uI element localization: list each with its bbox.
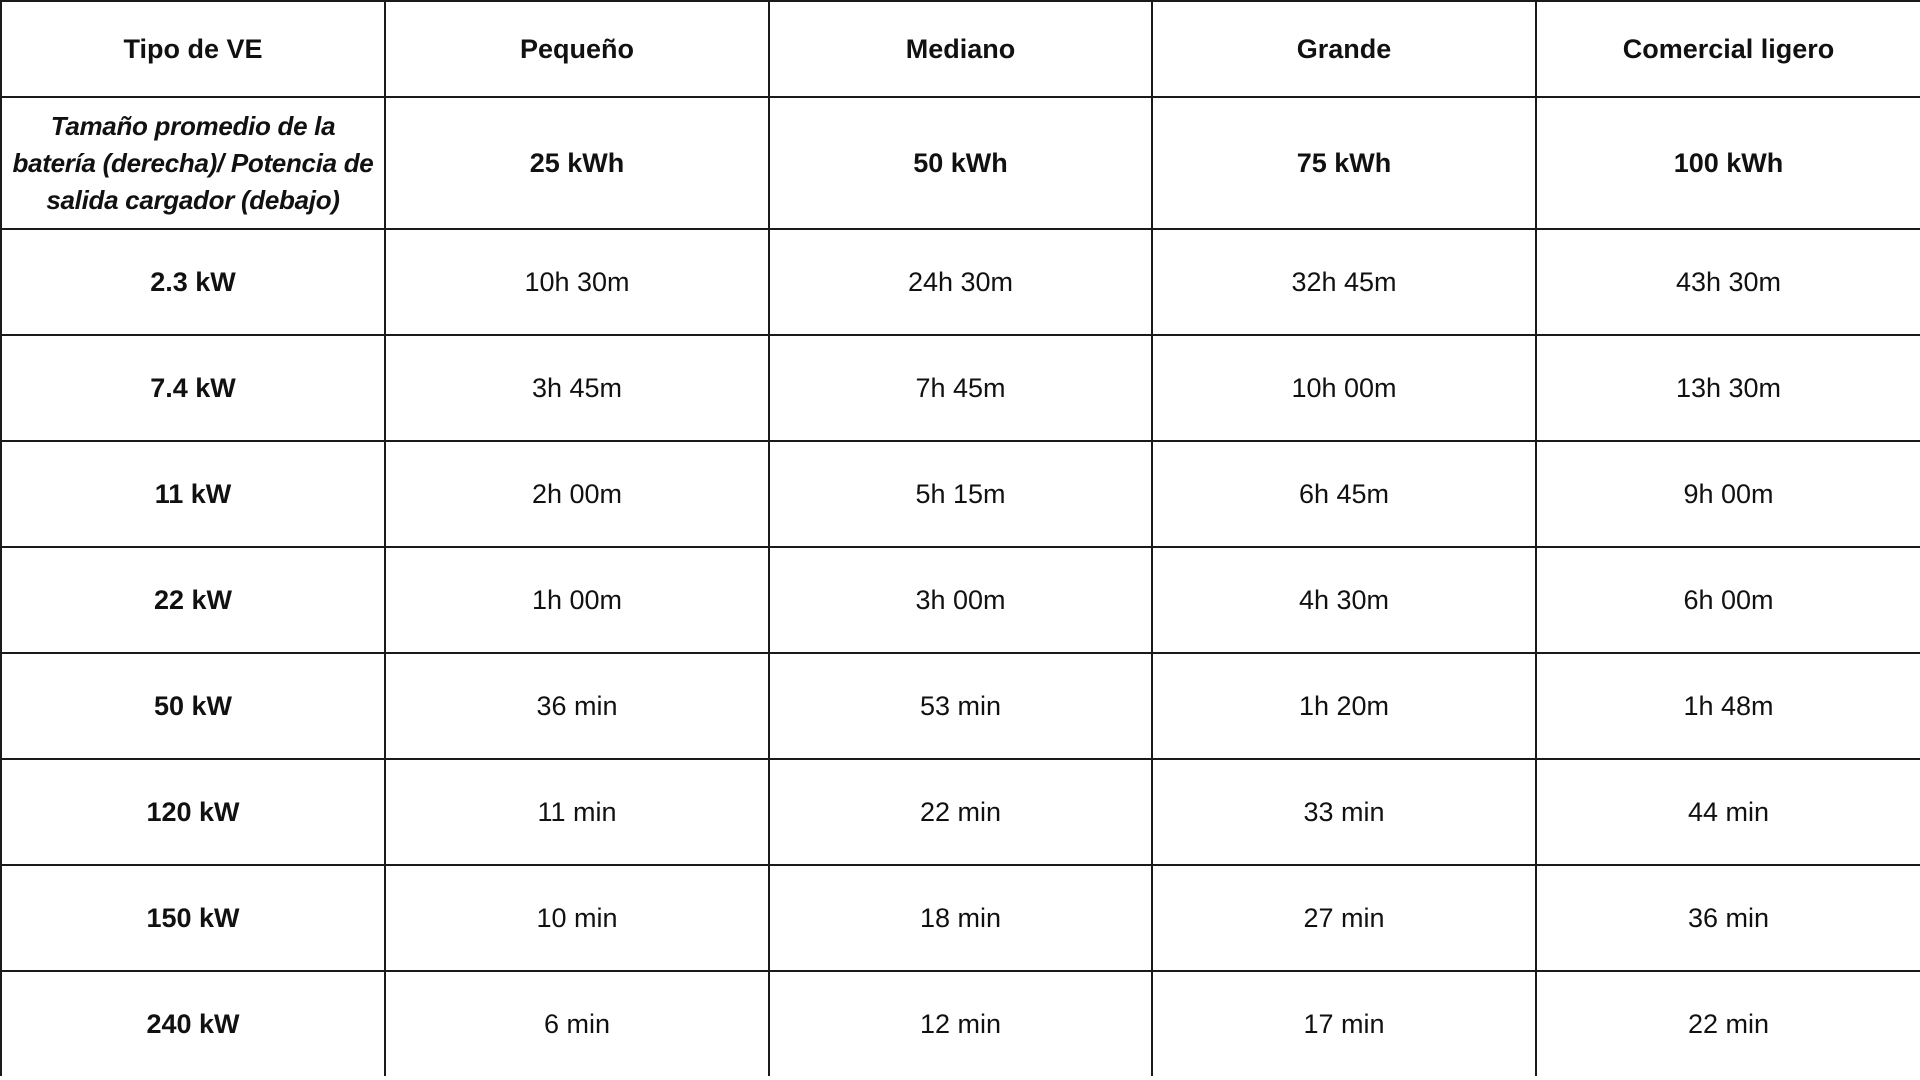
battery-size-row [1, 97, 1920, 229]
charge-time-cell: 10h 30m [385, 229, 769, 335]
charge-time-cell: 1h 00m [385, 547, 769, 653]
charge-time-cell: 6 min [385, 971, 769, 1076]
charge-time-cell: 44 min [1536, 759, 1920, 865]
charge-time-cell: 12 min [769, 971, 1152, 1076]
charge-time-cell: 10 min [385, 865, 769, 971]
charge-time-cell: 11 min [385, 759, 769, 865]
battery-size-cell: 25 kWh [385, 97, 769, 229]
charge-time-cell: 13h 30m [1536, 335, 1920, 441]
table-row [1, 865, 1920, 971]
charger-power-cell: 240 kW [1, 971, 385, 1076]
charger-power-cell: 22 kW [1, 547, 385, 653]
charge-time-cell: 36 min [385, 653, 769, 759]
header-cell-small: Pequeño [385, 1, 769, 97]
charger-power-cell: 120 kW [1, 759, 385, 865]
table-row [1, 547, 1920, 653]
table-row [1, 971, 1920, 1076]
table-row [1, 653, 1920, 759]
charger-power-cell: 7.4 kW [1, 335, 385, 441]
charge-time-cell: 10h 00m [1152, 335, 1536, 441]
charger-power-cell: 11 kW [1, 441, 385, 547]
charge-time-cell: 53 min [769, 653, 1152, 759]
header-cell-large: Grande [1152, 1, 1536, 97]
header-cell-light-commercial: Comercial ligero [1536, 1, 1920, 97]
battery-size-cell: 50 kWh [769, 97, 1152, 229]
battery-size-cell: 100 kWh [1536, 97, 1920, 229]
charger-power-cell: 150 kW [1, 865, 385, 971]
table-row [1, 759, 1920, 865]
charge-time-cell: 43h 30m [1536, 229, 1920, 335]
charge-time-cell: 18 min [769, 865, 1152, 971]
charge-time-cell: 36 min [1536, 865, 1920, 971]
table-row [1, 335, 1920, 441]
charge-time-cell: 22 min [769, 759, 1152, 865]
battery-size-label: Tamaño promedio de la batería (derecha)/ Potencia de salida cargador (debajo) [1, 97, 385, 229]
table-row [1, 441, 1920, 547]
charge-time-cell: 6h 45m [1152, 441, 1536, 547]
header-cell-ev-type: Tipo de VE [1, 1, 385, 97]
charge-time-cell: 2h 00m [385, 441, 769, 547]
charge-time-cell: 6h 00m [1536, 547, 1920, 653]
header-cell-medium: Mediano [769, 1, 1152, 97]
charge-time-cell: 17 min [1152, 971, 1536, 1076]
charge-time-cell: 27 min [1152, 865, 1536, 971]
charge-time-cell: 4h 30m [1152, 547, 1536, 653]
charger-power-cell: 2.3 kW [1, 229, 385, 335]
charge-time-cell: 7h 45m [769, 335, 1152, 441]
charge-time-cell: 24h 30m [769, 229, 1152, 335]
charge-time-cell: 22 min [1536, 971, 1920, 1076]
charge-time-cell: 9h 00m [1536, 441, 1920, 547]
charge-time-cell: 3h 00m [769, 547, 1152, 653]
charger-power-cell: 50 kW [1, 653, 385, 759]
table-header-row [1, 1, 1920, 97]
charge-time-cell: 32h 45m [1152, 229, 1536, 335]
charge-time-cell: 3h 45m [385, 335, 769, 441]
charge-time-cell: 1h 20m [1152, 653, 1536, 759]
charge-time-cell: 33 min [1152, 759, 1536, 865]
charge-time-cell: 1h 48m [1536, 653, 1920, 759]
charge-time-cell: 5h 15m [769, 441, 1152, 547]
table-row [1, 229, 1920, 335]
battery-size-cell: 75 kWh [1152, 97, 1536, 229]
